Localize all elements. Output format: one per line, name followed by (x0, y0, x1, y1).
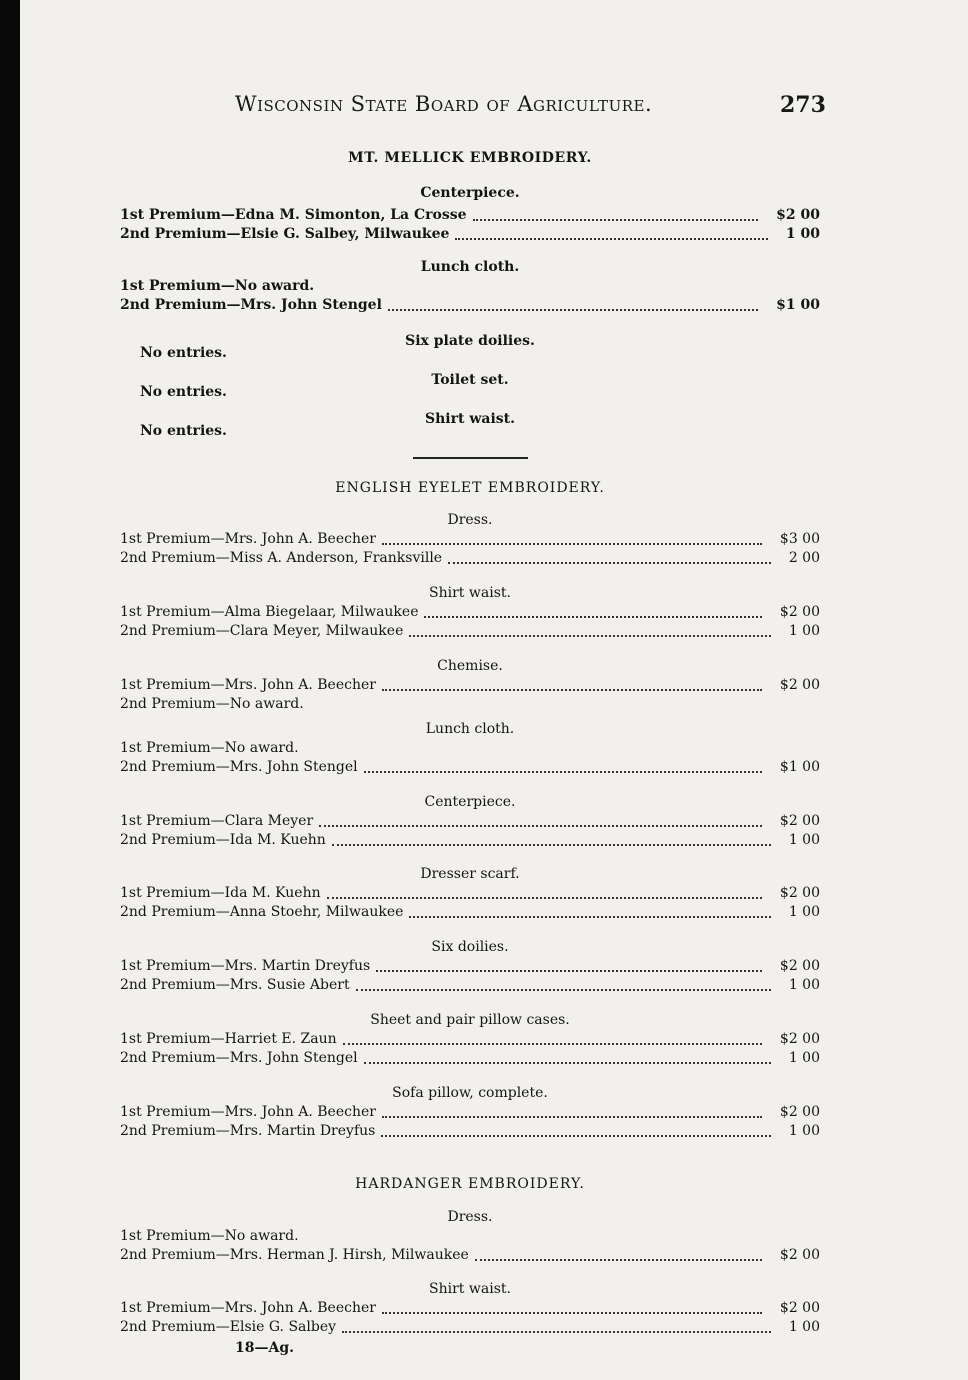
dot-leader (382, 1116, 762, 1118)
signature-mark: 18—Ag. (235, 1340, 295, 1356)
premium-entry (120, 832, 820, 850)
premium-entry (120, 207, 820, 225)
premium-winner: 1st Premium—Edna M. Simonton, La Crosse (120, 207, 467, 223)
premium-amount: $2 00 (779, 958, 820, 974)
premium-winner: 1st Premium—Harriet E. Zaun (120, 1031, 337, 1047)
premium-winner: 1st Premium—Mrs. John A. Beecher (120, 1104, 376, 1120)
dot-leader (448, 562, 771, 564)
section-title: ENGLISH EYELET EMBROIDERY. (335, 480, 605, 496)
premium-entry (120, 1123, 820, 1141)
premium-winner: 2nd Premium—Ida M. Kuehn (120, 832, 326, 848)
dot-leader (382, 1312, 762, 1314)
dot-leader (382, 689, 762, 691)
premium-winner: 1st Premium—Alma Biegelaar, Milwaukee (120, 604, 419, 620)
premium-winner: 1st Premium—No award. (120, 278, 315, 294)
premium-amount: $2 00 (779, 885, 820, 901)
premium-entry (120, 904, 820, 922)
premium-entry (120, 278, 820, 296)
category-heading: Dress. (447, 1209, 493, 1225)
premium-amount: 1 00 (788, 1319, 820, 1335)
premium-winner: 1st Premium—Mrs. John A. Beecher (120, 677, 376, 693)
premium-amount: $2 00 (779, 1300, 820, 1316)
premium-amount: $2 00 (779, 813, 820, 829)
premium-winner: 2nd Premium—Clara Meyer, Milwaukee (120, 623, 404, 639)
category-heading: Dress. (447, 512, 493, 528)
dot-leader (382, 543, 762, 545)
running-head: Wisconsin State Board of Agriculture. (235, 92, 653, 116)
premium-amount: $2 00 (779, 604, 820, 620)
category-heading: Centerpiece. (420, 185, 520, 201)
category-heading: Dresser scarf. (420, 866, 520, 882)
premium-entry (120, 958, 820, 976)
premium-entry (120, 977, 820, 995)
page-header (20, 92, 968, 122)
premium-amount: $1 00 (776, 297, 820, 313)
premium-entry (120, 604, 820, 622)
premium-amount: 2 00 (788, 550, 820, 566)
premium-winner: 1st Premium—Ida M. Kuehn (120, 885, 321, 901)
premium-amount: 1 00 (788, 904, 820, 920)
category-heading: Shirt waist. (429, 1281, 511, 1297)
category-heading: Centerpiece. (424, 794, 516, 810)
dot-leader (376, 970, 762, 972)
section-title: MT. MELLICK EMBROIDERY. (348, 150, 592, 166)
dot-leader (388, 309, 758, 311)
category-heading: Shirt waist. (425, 411, 515, 427)
premium-winner: 2nd Premium—No award. (120, 696, 304, 712)
premium-entry (120, 1228, 820, 1246)
premium-entry (120, 1247, 820, 1265)
premium-amount: $2 00 (779, 1104, 820, 1120)
dot-leader (424, 616, 762, 618)
premium-entry (120, 297, 820, 315)
premium-winner: 2nd Premium—Mrs. Herman J. Hirsh, Milwaukee (120, 1247, 469, 1263)
premium-winner: 2nd Premium—Mrs. Martin Dreyfus (120, 1123, 376, 1139)
premium-winner: 1st Premium—Mrs. John A. Beecher (120, 1300, 376, 1316)
dot-leader (364, 771, 762, 773)
document-page (20, 0, 968, 1380)
dot-leader (342, 1331, 771, 1333)
section-divider (413, 457, 528, 459)
category-heading: Six plate doilies. (405, 333, 535, 349)
premium-winner: 2nd Premium—Anna Stoehr, Milwaukee (120, 904, 404, 920)
premium-amount: $2 00 (779, 1247, 820, 1263)
section-title: HARDANGER EMBROIDERY. (355, 1176, 585, 1192)
premium-amount: $2 00 (776, 207, 820, 223)
premium-amount: 1 00 (788, 832, 820, 848)
premium-entry (120, 531, 820, 549)
premium-winner: 2nd Premium—Mrs. John Stengel (120, 1050, 358, 1066)
dot-leader (409, 916, 771, 918)
dot-leader (475, 1259, 762, 1261)
premium-winner: 2nd Premium—Mrs. John Stengel (120, 759, 358, 775)
premium-winner: 2nd Premium—Miss A. Anderson, Franksville (120, 550, 443, 566)
dot-leader (343, 1043, 762, 1045)
premium-entry (120, 1104, 820, 1122)
premium-winner: 1st Premium—No award. (120, 740, 299, 756)
premium-entry (120, 623, 820, 641)
category-heading: Shirt waist. (429, 585, 511, 601)
premium-winner: 2nd Premium—Mrs. Susie Abert (120, 977, 350, 993)
category-heading: Sheet and pair pillow cases. (370, 1012, 570, 1028)
premium-amount: $2 00 (779, 677, 820, 693)
premium-amount: 1 00 (785, 226, 820, 242)
no-entries-note: No entries. (140, 345, 227, 361)
premium-entry (120, 226, 820, 244)
premium-entry (120, 740, 820, 758)
premium-entry (120, 1031, 820, 1049)
dot-leader (455, 238, 768, 240)
premium-entry (120, 1319, 820, 1337)
category-heading: Six doilies. (431, 939, 509, 955)
category-heading: Lunch cloth. (425, 721, 515, 737)
premium-winner: 1st Premium—No award. (120, 1228, 299, 1244)
premium-winner: 1st Premium—Mrs. Martin Dreyfus (120, 958, 371, 974)
premium-entry (120, 885, 820, 903)
premium-winner: 2nd Premium—Elsie G. Salbey, Milwaukee (120, 226, 450, 242)
dot-leader (356, 989, 771, 991)
no-entries-note: No entries. (140, 384, 227, 400)
premium-amount: $2 00 (779, 1031, 820, 1047)
premium-winner: 1st Premium—Mrs. John A. Beecher (120, 531, 376, 547)
category-heading: Lunch cloth. (420, 259, 520, 275)
premium-amount: $1 00 (779, 759, 820, 775)
dot-leader (332, 844, 771, 846)
premium-amount: 1 00 (788, 1123, 820, 1139)
dot-leader (381, 1135, 771, 1137)
dot-leader (319, 825, 762, 827)
premium-winner: 2nd Premium—Elsie G. Salbey (120, 1319, 337, 1335)
category-heading: Toilet set. (431, 372, 509, 388)
premium-entry (120, 759, 820, 777)
category-heading: Sofa pillow, complete. (392, 1085, 548, 1101)
premium-amount: 1 00 (788, 1050, 820, 1066)
premium-amount: $3 00 (779, 531, 820, 547)
premium-entry (120, 696, 820, 714)
premium-entry (120, 677, 820, 695)
premium-amount: 1 00 (788, 977, 820, 993)
dot-leader (409, 635, 771, 637)
page-number: 273 (780, 92, 826, 118)
no-entries-note: No entries. (140, 423, 227, 439)
premium-amount: 1 00 (788, 623, 820, 639)
premium-winner: 1st Premium—Clara Meyer (120, 813, 314, 829)
dot-leader (327, 897, 762, 899)
premium-winner: 2nd Premium—Mrs. John Stengel (120, 297, 382, 313)
dot-leader (473, 219, 758, 221)
category-heading: Chemise. (437, 658, 503, 674)
dot-leader (364, 1062, 771, 1064)
premium-entry (120, 1300, 820, 1318)
premium-entry (120, 1050, 820, 1068)
premium-entry (120, 813, 820, 831)
premium-entry (120, 550, 820, 568)
